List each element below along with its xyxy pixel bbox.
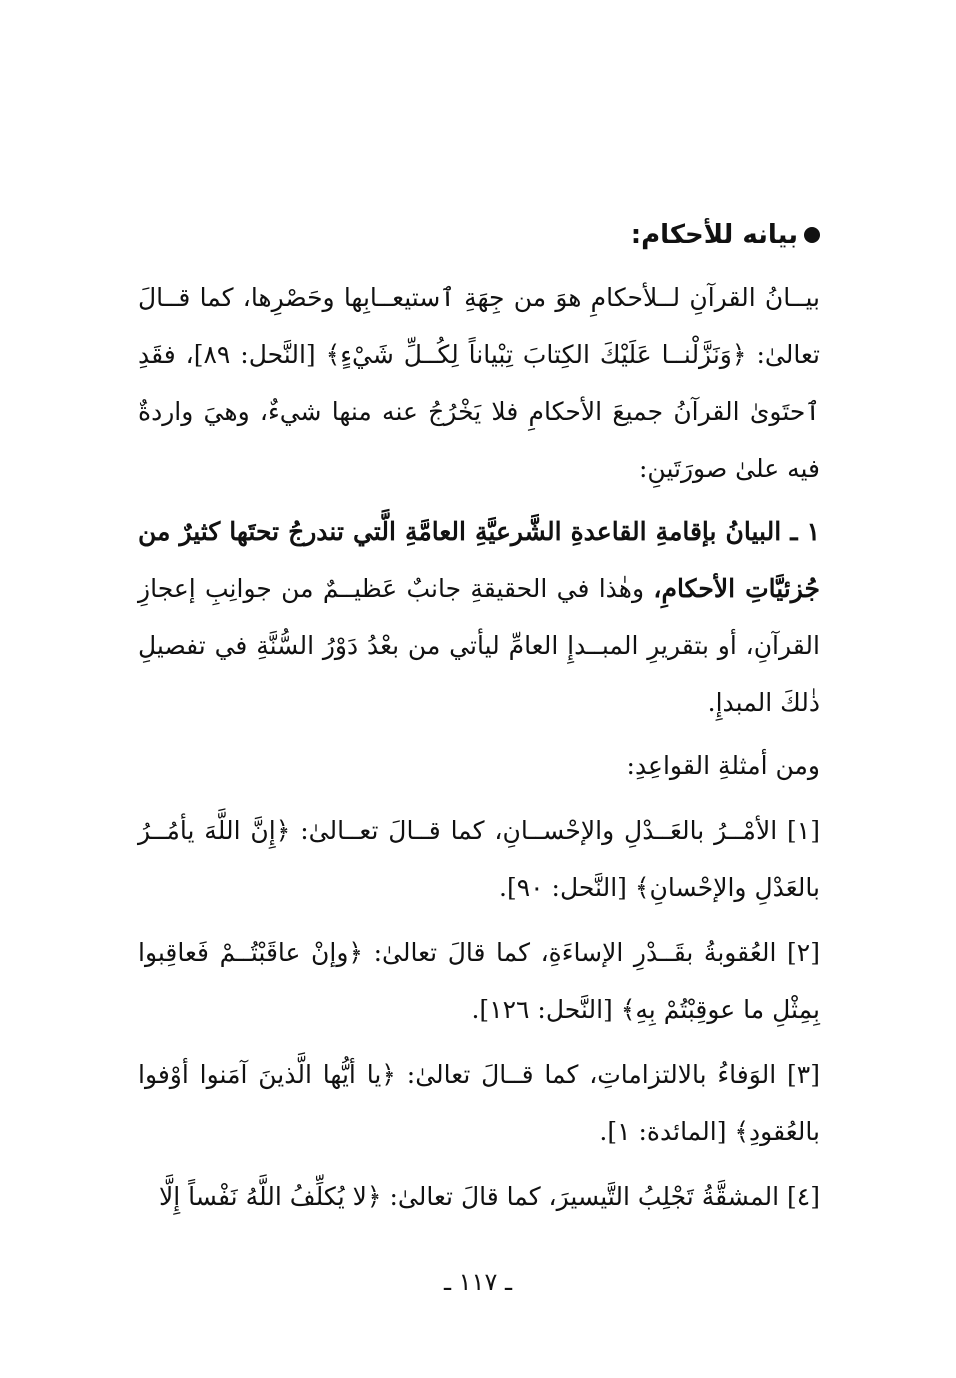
- page-number: ـ ١١٧ ـ: [443, 1268, 512, 1296]
- section-heading-text: بيانه للأحكام:: [630, 220, 798, 250]
- bullet-icon: [804, 227, 820, 243]
- intro-paragraph: بيــانُ القرآنِ لــلأحكامِ هوَ من جِهَةِ ٱستيعــابِها وحَصْرِها، كما قــالَ تعالىٰ: ﴿وَنَزَّلْنــا عَلَيْكَ الكِتابَ تِبْياناً لِكُــلِّ شَيْءٍ﴾ [النَّحل: ٨٩]، فقَدِ ٱحتَوىٰ القرآنُ جميعَ الأحكامِ فلا يَخْرُجُ عنه منها شيءٌ، وهيَ واردةٌ فيه علىٰ صورَتَينِ:: [138, 283, 820, 483]
- page-body: [138, 205, 820, 1233]
- example-item: [٢] العُقوبةُ بقَــدْرِ الإساءَةِ، كما قالَ تعالىٰ: ﴿وإنْ عاقَبْتُــمْ فَعاقِبوا بِمِثْلِ ما عوقِبْتُمْ بِهِ﴾ [النَّحل: ١٢٦].: [138, 938, 820, 1024]
- point-one-rest: وهٰذا في الحقيقةِ جانبٌ عَظيــمٌ من جوانِبِ إعجازِ القرآنِ، أو بتقريرِ المبــدإِ العامِّ ليأتي من بعْدُ دَوْرُ السُّنَّةِ في تفصيلِ ذٰلكَ المبدإِ.: [138, 574, 820, 717]
- example-item: [١] الأمْــرُ بالعَــدْلِ والإحْســانِ، كما قــالَ تعــالىٰ: ﴿إِنَّ اللَّهَ يأمُــرُ بالعَدْلِ والإحْسانِ﴾ [النَّحل: ٩٠].: [138, 816, 820, 902]
- example-item: [٣] الوَفاءُ بالالتزاماتِ، كما قــالَ تعالىٰ: ﴿يا أيُّها الَّذينَ آمَنوا أوْفوا بالعُقودِ﴾ [المائدة: ١].: [138, 1060, 820, 1146]
- point-one-bold: ١ ـ البيانُ بإقامةِ القاعدةِ الشَّرعيَّةِ العامَّةِ الَّتي تندرجُ تحتَها كثيرٌ من جُزئيَّاتِ الأحكامِ،: [138, 517, 820, 603]
- point-one-paragraph: [138, 503, 820, 731]
- example-item: [٤] المشقَّةُ تَجْلِبُ التَّيسيرَ، كما قالَ تعالىٰ: ﴿لا يُكلِّفُ اللَّهُ نَفْساً إِلَّا: [158, 1182, 820, 1211]
- section-heading: [138, 205, 820, 265]
- examples-intro: ومن أمثلةِ القواعِدِ:: [626, 751, 820, 780]
